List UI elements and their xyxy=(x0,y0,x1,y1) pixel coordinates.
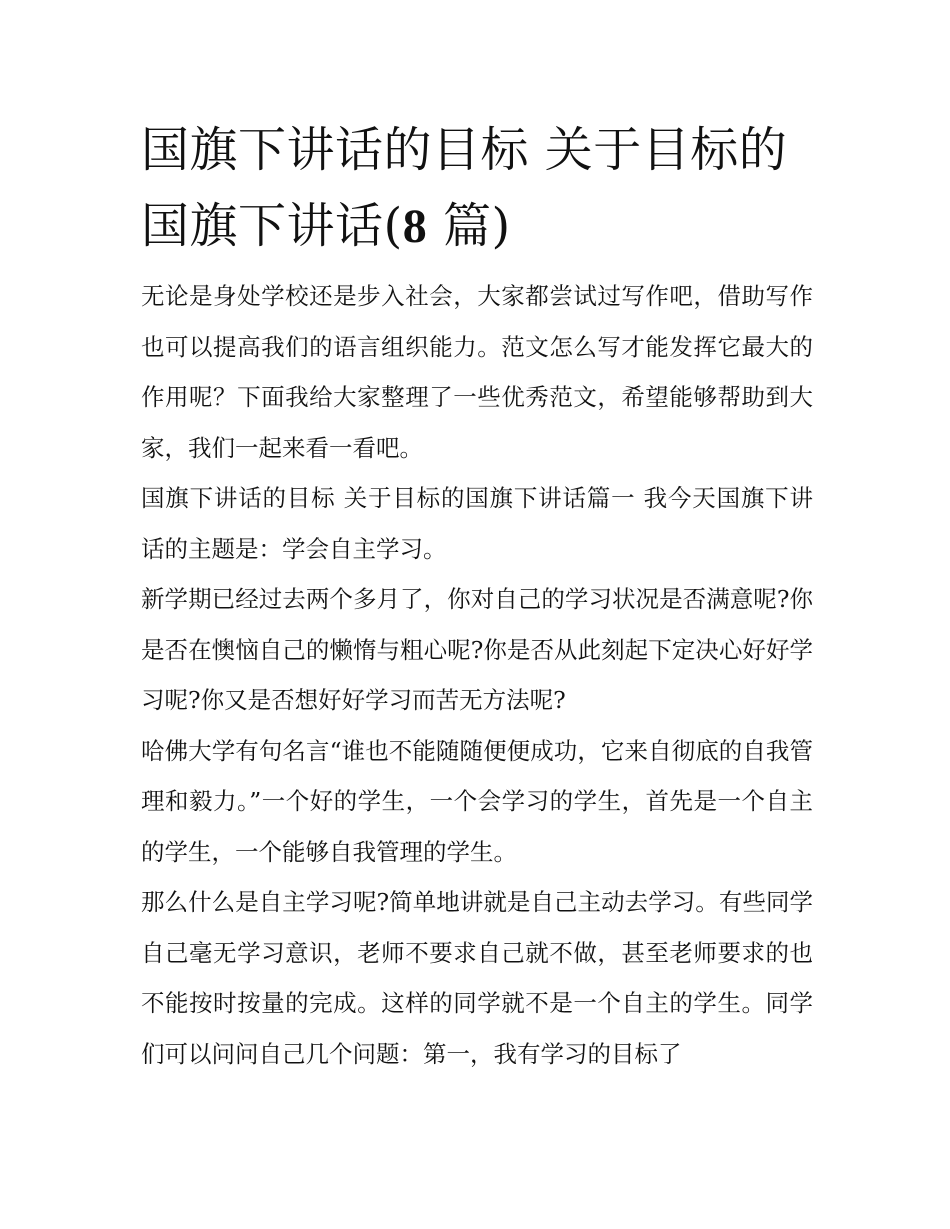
title-suffix: 篇) xyxy=(427,198,511,254)
paragraph-self-study: 那么什么是自主学习呢?简单地讲就是自己主动去学习。有些同学自己毫无学习意识，老师不要求自己就不做，甚至老师要求的也不能按时按量的完成。这样的同学就不是一个自主的学生。同学们可以问问自己几个问题：第一，我有学习的目标了 xyxy=(141,888,813,1068)
title-count: 8 xyxy=(402,200,428,253)
document-content xyxy=(141,112,813,1079)
paragraph-questions: 新学期已经过去两个多月了，你对自己的学习状况是否满意呢?你是否在懊恼自己的懒惰与粗心呢?你是否从此刻起下定决心好好学习呢?你又是否想好好学习而苦无方法呢? xyxy=(141,585,813,714)
paragraph-harvard-quote: 哈佛大学有句名言“谁也不能随随便便成功，它来自彻底的自我管理和毅力。”一个好的学生，一个会学习的学生，首先是一个自主的学生，一个能够自我管理的学生。 xyxy=(141,736,813,866)
paragraph-intro: 无论是身处学校还是步入社会，大家都尝试过写作吧，借助写作也可以提高我们的语言组织能力。范文怎么写才能发挥它最大的作用呢？下面我给大家整理了一些优秀范文，希望能够帮助到大家，我们一起来看一看吧。 xyxy=(141,282,813,462)
document-title xyxy=(141,112,813,265)
paragraph-topic: 国旗下讲话的目标 关于目标的国旗下讲话篇一 我今天国旗下讲话的主题是：学会自主学习。 xyxy=(141,484,813,563)
title-text: 国旗下讲话的目标 关于目标的国旗下讲话( xyxy=(141,122,788,254)
document-body xyxy=(141,271,813,1079)
